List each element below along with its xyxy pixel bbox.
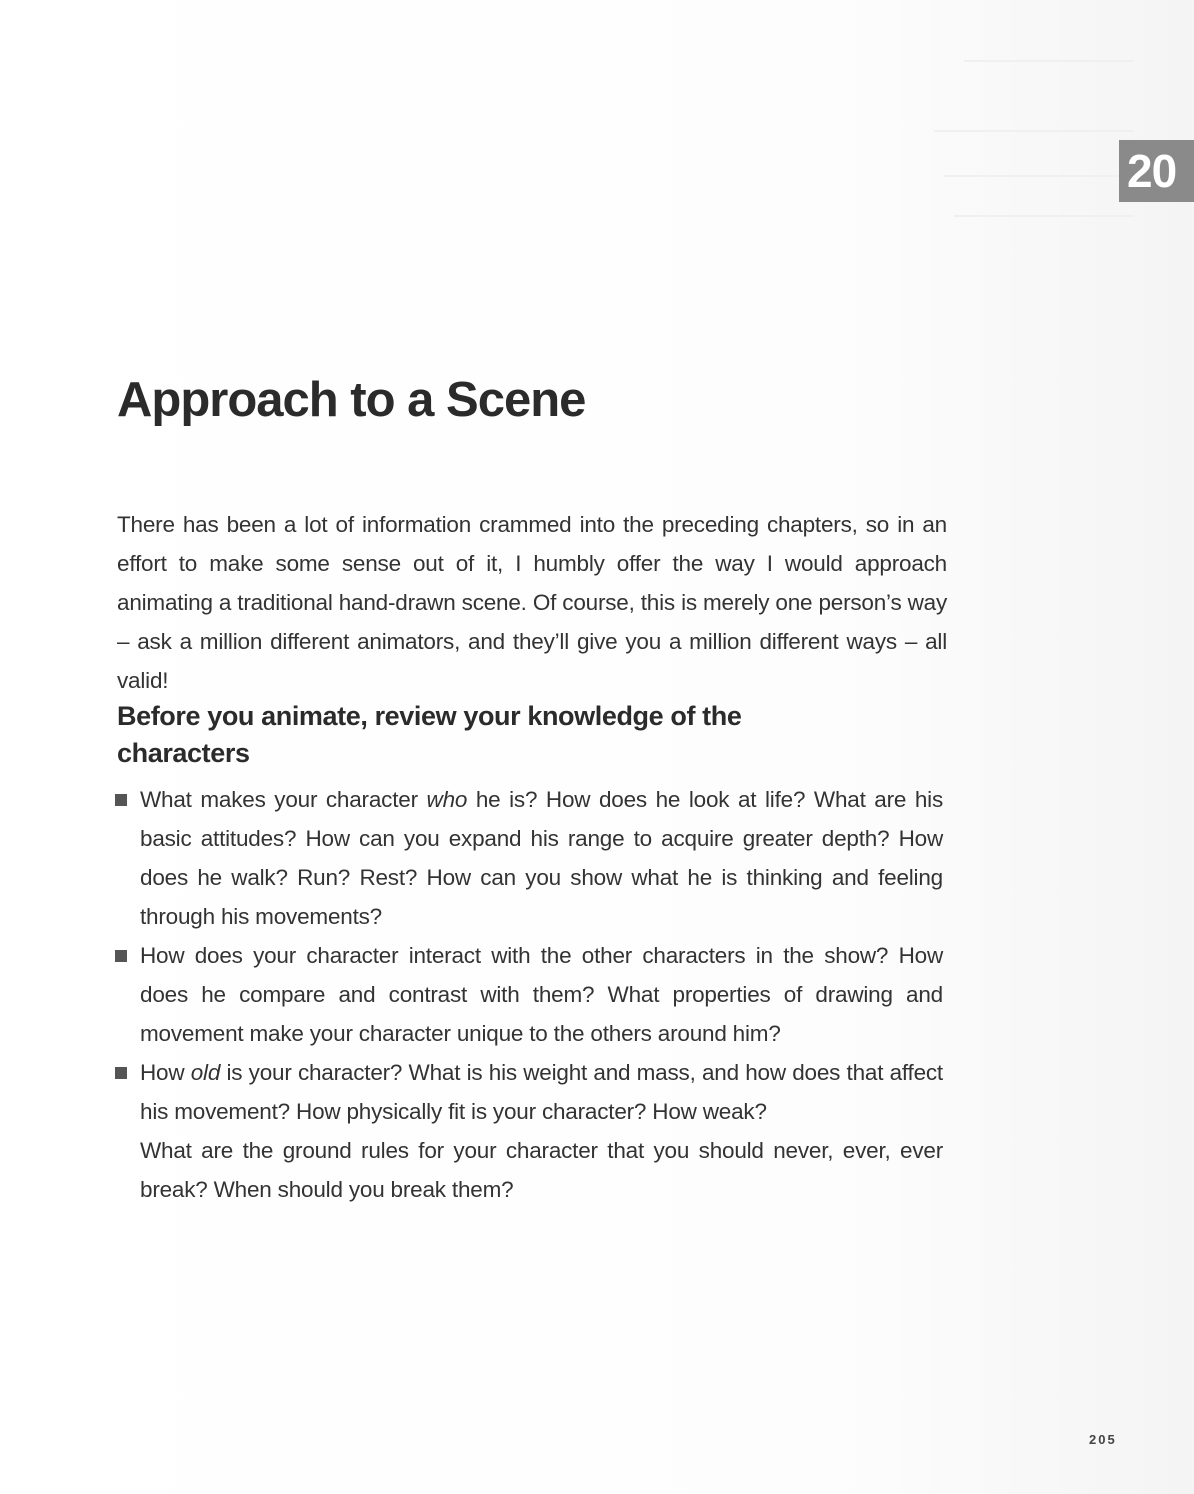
bullet-item (113, 780, 943, 936)
bullet-text: How does your character interact with the other characters in the show? How does he compare and contrast with them? What properties of drawing and movement make your character unique to the others around him? (140, 943, 943, 1046)
bullet-item (113, 936, 943, 1053)
chapter-title: Approach to a Scene (117, 373, 586, 427)
show-through-line (934, 130, 1134, 132)
section-heading: Before you animate, review your knowledge of the characters (117, 701, 742, 768)
square-bullet-icon (115, 794, 127, 806)
bullet-text: What makes your character (140, 787, 427, 812)
bullet-emphasis: who (426, 787, 468, 812)
show-through-line (964, 60, 1134, 62)
bullet-item (113, 1053, 943, 1209)
bullet-text: How (140, 1060, 191, 1085)
bullet-list (113, 780, 943, 1209)
square-bullet-icon (115, 1067, 127, 1079)
bullet-emphasis: old (190, 1060, 221, 1085)
chapter-number-tab: 20 (1119, 140, 1194, 202)
bullet-text: he is? How does he look at life? What are his basic attitudes? How can you expand his range to acquire greater depth? How does he walk? Run? Rest? How can you show what he is thinking and feeling through his movements? (140, 787, 943, 929)
bullet-continuation-text: What are the ground rules for your character that you should never, ever, ever break? When should you break them? (140, 1138, 943, 1202)
square-bullet-icon (115, 950, 127, 962)
intro-paragraph: There has been a lot of information crammed into the preceding chapters, so in an effort to make some sense out of it, I humbly offer the way I would approach animating a traditional hand-drawn scene. Of course, this is merely one person’s way – ask a million different animators, and they’ll give you a million different ways – all valid! (117, 512, 947, 693)
show-through-line (954, 215, 1134, 217)
bullet-text: is your character? What is his weight and mass, and how does that affect his movement? How physically fit is your character? How weak? (140, 1060, 943, 1124)
page-number: 205 (1089, 1432, 1117, 1447)
show-through-line (944, 175, 1134, 177)
